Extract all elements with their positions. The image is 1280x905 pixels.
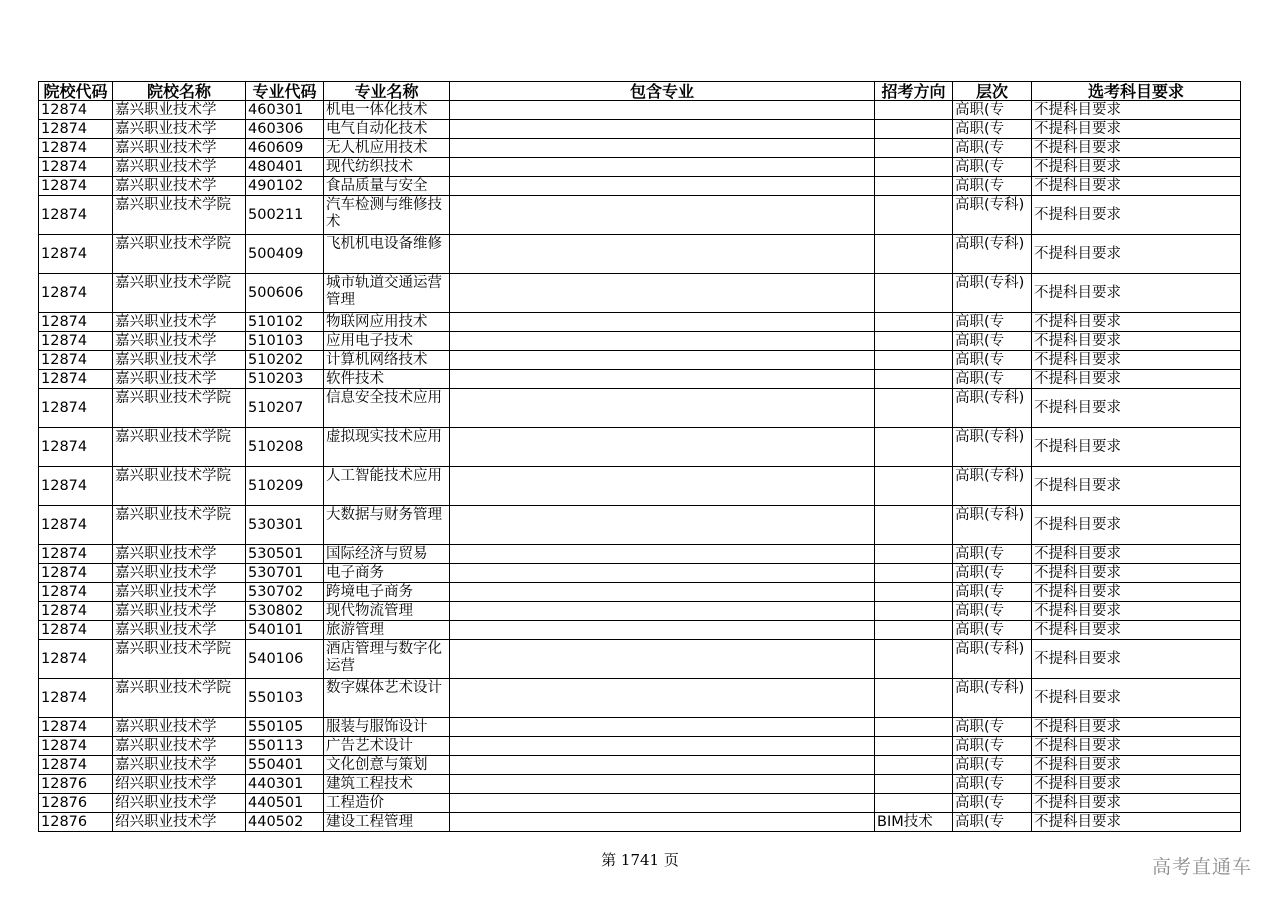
cell-school-code: 12874: [39, 235, 113, 274]
watermark-text: 高考直通车: [1151, 856, 1252, 878]
cell-included-majors: [450, 428, 875, 467]
cell-included-majors: [450, 506, 875, 545]
cell-included-majors: [450, 794, 875, 813]
cell-included-majors: [450, 775, 875, 794]
cell-major-code: 530702: [246, 583, 324, 602]
cell-direction: [875, 120, 953, 139]
cell-direction: [875, 332, 953, 351]
cell-level: 高职(专科): [953, 679, 1032, 718]
cell-requirement: 不提科目要求: [1032, 370, 1241, 389]
cell-level: 高职(专: [953, 813, 1032, 832]
cell-school-name: 嘉兴职业技术学: [113, 313, 246, 332]
cell-direction: [875, 274, 953, 313]
cell-major-name: 计算机网络技术: [324, 351, 450, 370]
cell-school-name: 嘉兴职业技术学: [113, 737, 246, 756]
cell-major-name: 广告艺术设计: [324, 737, 450, 756]
cell-direction: BIM技术: [875, 813, 953, 832]
table-row: [39, 101, 1241, 120]
cell-included-majors: [450, 545, 875, 564]
table-row: [39, 370, 1241, 389]
cell-included-majors: [450, 621, 875, 640]
cell-level: 高职(专: [953, 794, 1032, 813]
cell-requirement: 不提科目要求: [1032, 564, 1241, 583]
table-row: [39, 120, 1241, 139]
table-row: [39, 564, 1241, 583]
cell-level: 高职(专科): [953, 389, 1032, 428]
cell-school-code: 12874: [39, 621, 113, 640]
cell-included-majors: [450, 313, 875, 332]
table-row: [39, 313, 1241, 332]
cell-school-name: 嘉兴职业技术学: [113, 101, 246, 120]
table-row: [39, 235, 1241, 274]
cell-major-code: 460609: [246, 139, 324, 158]
cell-included-majors: [450, 120, 875, 139]
cell-included-majors: [450, 602, 875, 621]
cell-direction: [875, 101, 953, 120]
cell-major-name: 汽车检测与维修技术: [324, 196, 450, 235]
cell-major-name: 建筑工程技术: [324, 775, 450, 794]
cell-major-code: 490102: [246, 177, 324, 196]
cell-direction: [875, 313, 953, 332]
cell-level: 高职(专科): [953, 196, 1032, 235]
cell-direction: [875, 467, 953, 506]
cell-requirement: 不提科目要求: [1032, 139, 1241, 158]
cell-major-code: 550105: [246, 718, 324, 737]
cell-school-code: 12874: [39, 313, 113, 332]
cell-major-name: 数字媒体艺术设计: [324, 679, 450, 718]
cell-level: 高职(专: [953, 313, 1032, 332]
table-row: [39, 428, 1241, 467]
cell-direction: [875, 506, 953, 545]
cell-school-name: 嘉兴职业技术学院: [113, 389, 246, 428]
cell-requirement: 不提科目要求: [1032, 313, 1241, 332]
cell-major-code: 460306: [246, 120, 324, 139]
cell-major-code: 510208: [246, 428, 324, 467]
table-row: [39, 332, 1241, 351]
table-row: [39, 139, 1241, 158]
cell-level: 高职(专科): [953, 640, 1032, 679]
cell-direction: [875, 602, 953, 621]
cell-school-code: 12874: [39, 545, 113, 564]
cell-major-name: 国际经济与贸易: [324, 545, 450, 564]
cell-school-code: 12874: [39, 101, 113, 120]
cell-level: 高职(专科): [953, 428, 1032, 467]
table-row: [39, 756, 1241, 775]
cell-requirement: 不提科目要求: [1032, 813, 1241, 832]
cell-school-code: 12874: [39, 640, 113, 679]
cell-major-code: 550113: [246, 737, 324, 756]
cell-included-majors: [450, 177, 875, 196]
cell-level: 高职(专: [953, 602, 1032, 621]
cell-requirement: 不提科目要求: [1032, 583, 1241, 602]
cell-major-code: 510102: [246, 313, 324, 332]
cell-school-code: 12874: [39, 370, 113, 389]
cell-requirement: 不提科目要求: [1032, 274, 1241, 313]
cell-included-majors: [450, 235, 875, 274]
cell-included-majors: [450, 351, 875, 370]
cell-school-name: 嘉兴职业技术学: [113, 139, 246, 158]
cell-direction: [875, 177, 953, 196]
cell-school-name: 嘉兴职业技术学: [113, 756, 246, 775]
cell-level: 高职(专: [953, 158, 1032, 177]
cell-level: 高职(专: [953, 101, 1032, 120]
cell-major-name: 现代物流管理: [324, 602, 450, 621]
cell-requirement: 不提科目要求: [1032, 428, 1241, 467]
cell-included-majors: [450, 158, 875, 177]
cell-major-name: 工程造价: [324, 794, 450, 813]
cell-major-code: 540101: [246, 621, 324, 640]
cell-direction: [875, 583, 953, 602]
cell-direction: [875, 621, 953, 640]
table-row: [39, 621, 1241, 640]
cell-included-majors: [450, 274, 875, 313]
cell-school-name: 嘉兴职业技术学: [113, 718, 246, 737]
cell-major-code: 530501: [246, 545, 324, 564]
table-row: [39, 351, 1241, 370]
cell-major-name: 建设工程管理: [324, 813, 450, 832]
cell-requirement: 不提科目要求: [1032, 640, 1241, 679]
cell-school-code: 12874: [39, 120, 113, 139]
header-requirement: 选考科目要求: [1032, 82, 1241, 101]
cell-requirement: 不提科目要求: [1032, 737, 1241, 756]
cell-major-name: 城市轨道交通运营管理: [324, 274, 450, 313]
cell-school-name: 嘉兴职业技术学: [113, 370, 246, 389]
table-row: [39, 794, 1241, 813]
cell-included-majors: [450, 389, 875, 428]
cell-major-name: 人工智能技术应用: [324, 467, 450, 506]
table-row: [39, 506, 1241, 545]
cell-school-code: 12874: [39, 177, 113, 196]
cell-included-majors: [450, 370, 875, 389]
header-major-code: 专业代码: [246, 82, 324, 101]
cell-major-code: 510103: [246, 332, 324, 351]
cell-level: 高职(专: [953, 621, 1032, 640]
cell-level: 高职(专: [953, 718, 1032, 737]
cell-major-name: 酒店管理与数字化运营: [324, 640, 450, 679]
cell-school-code: 12874: [39, 506, 113, 545]
cell-school-code: 12874: [39, 332, 113, 351]
cell-level: 高职(专: [953, 756, 1032, 775]
cell-major-code: 540106: [246, 640, 324, 679]
cell-requirement: 不提科目要求: [1032, 794, 1241, 813]
cell-direction: [875, 756, 953, 775]
cell-direction: [875, 718, 953, 737]
cell-school-code: 12874: [39, 139, 113, 158]
cell-major-name: 电气自动化技术: [324, 120, 450, 139]
cell-direction: [875, 139, 953, 158]
cell-major-code: 440502: [246, 813, 324, 832]
cell-direction: [875, 794, 953, 813]
cell-school-code: 12876: [39, 813, 113, 832]
cell-level: 高职(专: [953, 583, 1032, 602]
cell-direction: [875, 351, 953, 370]
cell-major-name: 飞机机电设备维修: [324, 235, 450, 274]
table-row: [39, 737, 1241, 756]
cell-major-name: 跨境电子商务: [324, 583, 450, 602]
table-row: [39, 274, 1241, 313]
cell-school-code: 12874: [39, 756, 113, 775]
cell-included-majors: [450, 196, 875, 235]
cell-school-code: 12874: [39, 158, 113, 177]
cell-major-name: 机电一体化技术: [324, 101, 450, 120]
cell-included-majors: [450, 679, 875, 718]
cell-direction: [875, 679, 953, 718]
cell-school-name: 嘉兴职业技术学: [113, 120, 246, 139]
cell-major-code: 440301: [246, 775, 324, 794]
table-row: [39, 718, 1241, 737]
cell-requirement: 不提科目要求: [1032, 467, 1241, 506]
cell-school-name: 嘉兴职业技术学院: [113, 274, 246, 313]
table-row: [39, 583, 1241, 602]
cell-included-majors: [450, 564, 875, 583]
cell-direction: [875, 564, 953, 583]
cell-school-name: 绍兴职业技术学: [113, 794, 246, 813]
cell-major-code: 500211: [246, 196, 324, 235]
table-row: [39, 679, 1241, 718]
cell-direction: [875, 235, 953, 274]
cell-major-name: 服装与服饰设计: [324, 718, 450, 737]
cell-level: 高职(专: [953, 332, 1032, 351]
cell-included-majors: [450, 718, 875, 737]
header-school-name: 院校名称: [113, 82, 246, 101]
cell-school-name: 嘉兴职业技术学: [113, 564, 246, 583]
cell-major-name: 无人机应用技术: [324, 139, 450, 158]
cell-school-name: 嘉兴职业技术学: [113, 158, 246, 177]
cell-level: 高职(专科): [953, 506, 1032, 545]
cell-major-name: 旅游管理: [324, 621, 450, 640]
cell-school-name: 嘉兴职业技术学院: [113, 640, 246, 679]
cell-level: 高职(专: [953, 370, 1032, 389]
cell-requirement: 不提科目要求: [1032, 545, 1241, 564]
cell-level: 高职(专: [953, 545, 1032, 564]
cell-direction: [875, 370, 953, 389]
table-row: [39, 177, 1241, 196]
cell-included-majors: [450, 756, 875, 775]
table-body: [39, 101, 1241, 832]
cell-school-code: 12874: [39, 679, 113, 718]
cell-direction: [875, 640, 953, 679]
cell-included-majors: [450, 583, 875, 602]
cell-major-code: 500606: [246, 274, 324, 313]
cell-requirement: 不提科目要求: [1032, 120, 1241, 139]
cell-level: 高职(专科): [953, 467, 1032, 506]
cell-major-name: 电子商务: [324, 564, 450, 583]
cell-included-majors: [450, 139, 875, 158]
header-included-majors: 包含专业: [450, 82, 875, 101]
table-row: [39, 196, 1241, 235]
cell-major-code: 550103: [246, 679, 324, 718]
cell-major-name: 虚拟现实技术应用: [324, 428, 450, 467]
cell-school-name: 嘉兴职业技术学: [113, 332, 246, 351]
cell-level: 高职(专: [953, 351, 1032, 370]
table-header-row: [39, 82, 1241, 101]
cell-major-name: 大数据与财务管理: [324, 506, 450, 545]
cell-direction: [875, 158, 953, 177]
cell-major-name: 软件技术: [324, 370, 450, 389]
cell-school-code: 12874: [39, 737, 113, 756]
cell-school-name: 嘉兴职业技术学: [113, 583, 246, 602]
cell-major-code: 440501: [246, 794, 324, 813]
header-major-name: 专业名称: [324, 82, 450, 101]
cell-direction: [875, 428, 953, 467]
cell-requirement: 不提科目要求: [1032, 235, 1241, 274]
cell-requirement: 不提科目要求: [1032, 389, 1241, 428]
cell-school-name: 嘉兴职业技术学: [113, 545, 246, 564]
page-number: 第 1741 页: [601, 851, 679, 869]
cell-direction: [875, 389, 953, 428]
cell-school-name: 嘉兴职业技术学院: [113, 679, 246, 718]
table-row: [39, 467, 1241, 506]
cell-school-code: 12876: [39, 775, 113, 794]
cell-school-code: 12874: [39, 583, 113, 602]
cell-school-name: 嘉兴职业技术学院: [113, 196, 246, 235]
cell-included-majors: [450, 813, 875, 832]
cell-requirement: 不提科目要求: [1032, 351, 1241, 370]
cell-school-name: 嘉兴职业技术学: [113, 602, 246, 621]
cell-direction: [875, 545, 953, 564]
cell-level: 高职(专科): [953, 274, 1032, 313]
cell-school-code: 12874: [39, 351, 113, 370]
cell-school-name: 绍兴职业技术学: [113, 813, 246, 832]
cell-major-code: 530701: [246, 564, 324, 583]
cell-school-code: 12874: [39, 428, 113, 467]
cell-school-name: 嘉兴职业技术学院: [113, 467, 246, 506]
cell-level: 高职(专科): [953, 235, 1032, 274]
cell-direction: [875, 196, 953, 235]
cell-major-code: 500409: [246, 235, 324, 274]
table-row: [39, 158, 1241, 177]
cell-school-code: 12874: [39, 389, 113, 428]
cell-school-code: 12874: [39, 467, 113, 506]
cell-included-majors: [450, 101, 875, 120]
cell-requirement: 不提科目要求: [1032, 775, 1241, 794]
cell-included-majors: [450, 737, 875, 756]
cell-requirement: 不提科目要求: [1032, 621, 1241, 640]
table-row: [39, 640, 1241, 679]
cell-major-name: 文化创意与策划: [324, 756, 450, 775]
header-direction: 招考方向: [875, 82, 953, 101]
table-row: [39, 389, 1241, 428]
cell-school-code: 12874: [39, 564, 113, 583]
cell-major-name: 现代纺织技术: [324, 158, 450, 177]
cell-level: 高职(专: [953, 120, 1032, 139]
cell-major-name: 物联网应用技术: [324, 313, 450, 332]
header-level: 层次: [953, 82, 1032, 101]
cell-major-code: 530802: [246, 602, 324, 621]
table-row: [39, 545, 1241, 564]
cell-requirement: 不提科目要求: [1032, 506, 1241, 545]
cell-requirement: 不提科目要求: [1032, 332, 1241, 351]
cell-school-code: 12874: [39, 602, 113, 621]
cell-school-name: 嘉兴职业技术学: [113, 351, 246, 370]
cell-major-code: 510207: [246, 389, 324, 428]
admission-table: [38, 81, 1241, 832]
cell-major-name: 信息安全技术应用: [324, 389, 450, 428]
cell-included-majors: [450, 332, 875, 351]
cell-included-majors: [450, 467, 875, 506]
cell-direction: [875, 737, 953, 756]
cell-major-name: 食品质量与安全: [324, 177, 450, 196]
cell-requirement: 不提科目要求: [1032, 679, 1241, 718]
table-row: [39, 813, 1241, 832]
cell-school-code: 12874: [39, 196, 113, 235]
cell-major-code: 530301: [246, 506, 324, 545]
cell-level: 高职(专: [953, 775, 1032, 794]
table-row: [39, 602, 1241, 621]
cell-school-name: 嘉兴职业技术学: [113, 177, 246, 196]
cell-school-name: 嘉兴职业技术学院: [113, 506, 246, 545]
cell-school-code: 12874: [39, 718, 113, 737]
cell-requirement: 不提科目要求: [1032, 101, 1241, 120]
cell-requirement: 不提科目要求: [1032, 196, 1241, 235]
cell-major-code: 480401: [246, 158, 324, 177]
cell-school-name: 嘉兴职业技术学院: [113, 235, 246, 274]
cell-major-code: 510202: [246, 351, 324, 370]
header-school-code: 院校代码: [39, 82, 113, 101]
cell-major-code: 510203: [246, 370, 324, 389]
cell-major-code: 510209: [246, 467, 324, 506]
cell-school-name: 嘉兴职业技术学院: [113, 428, 246, 467]
cell-requirement: 不提科目要求: [1032, 718, 1241, 737]
cell-major-code: 460301: [246, 101, 324, 120]
cell-level: 高职(专: [953, 139, 1032, 158]
cell-included-majors: [450, 640, 875, 679]
cell-school-code: 12876: [39, 794, 113, 813]
cell-school-name: 嘉兴职业技术学: [113, 621, 246, 640]
cell-school-code: 12874: [39, 274, 113, 313]
cell-level: 高职(专: [953, 564, 1032, 583]
cell-level: 高职(专: [953, 177, 1032, 196]
cell-school-name: 绍兴职业技术学: [113, 775, 246, 794]
cell-direction: [875, 775, 953, 794]
table-row: [39, 775, 1241, 794]
cell-requirement: 不提科目要求: [1032, 756, 1241, 775]
cell-major-name: 应用电子技术: [324, 332, 450, 351]
cell-requirement: 不提科目要求: [1032, 602, 1241, 621]
cell-major-code: 550401: [246, 756, 324, 775]
cell-requirement: 不提科目要求: [1032, 158, 1241, 177]
cell-requirement: 不提科目要求: [1032, 177, 1241, 196]
cell-level: 高职(专: [953, 737, 1032, 756]
